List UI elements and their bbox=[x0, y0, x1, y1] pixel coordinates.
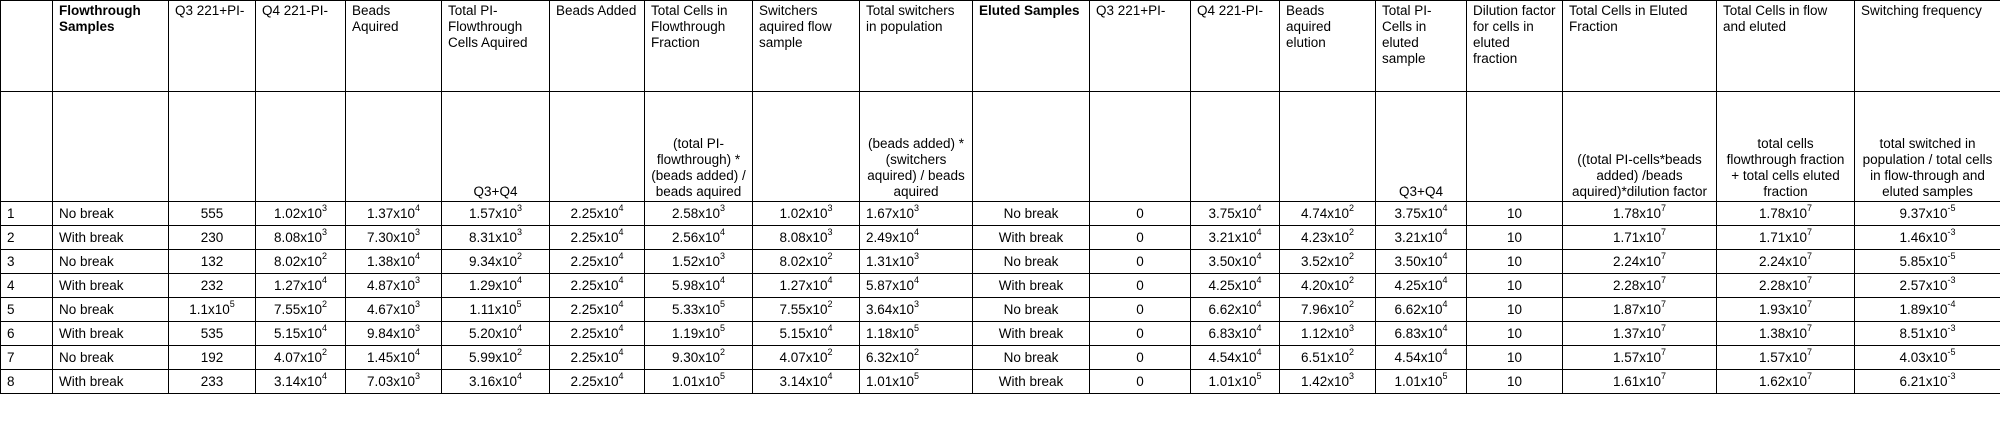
table-cell: $1.01x10^5$ bbox=[860, 370, 973, 394]
table-cell: 6 bbox=[1, 322, 53, 346]
table-row bbox=[1, 274, 2000, 298]
header-row-cell: Total Cells in Eluted Fraction bbox=[1563, 1, 1717, 92]
table-cell: With break bbox=[53, 226, 169, 250]
table-cell: $2.25x10^4$ bbox=[550, 250, 645, 274]
header-row-cell: Eluted Samples bbox=[973, 1, 1090, 92]
header-row-cell: Dilution factor for cells in eluted fraction bbox=[1467, 1, 1563, 92]
table-cell: No break bbox=[53, 202, 169, 226]
table-cell: With break bbox=[973, 322, 1090, 346]
table-cell: $4.25x10^4$ bbox=[1376, 274, 1467, 298]
table-cell: $7.03x10^3$ bbox=[346, 370, 442, 394]
table-cell: $1.29x10^4$ bbox=[442, 274, 550, 298]
table-cell: 232 bbox=[169, 274, 256, 298]
table-cell: $1.62x10^7$ bbox=[1717, 370, 1855, 394]
table-cell: $1.01x10^5$ bbox=[1191, 370, 1280, 394]
header-row-cell: Switching frequency bbox=[1855, 1, 2000, 92]
table-cell: 0 bbox=[1090, 322, 1191, 346]
table-cell: $3.75x10^4$ bbox=[1376, 202, 1467, 226]
table-cell: $3.50x10^4$ bbox=[1376, 250, 1467, 274]
table-cell: 10 bbox=[1467, 202, 1563, 226]
table-cell: $8.08x10^3$ bbox=[753, 226, 860, 250]
table-cell: 5 bbox=[1, 298, 53, 322]
table-cell: With break bbox=[53, 274, 169, 298]
table-cell: $4.23x10^2$ bbox=[1280, 226, 1376, 250]
table-cell: $2.56x10^4$ bbox=[645, 226, 753, 250]
table-cell: $1.02x10^3$ bbox=[753, 202, 860, 226]
table-cell: $1.27x10^4$ bbox=[753, 274, 860, 298]
table-cell: $9.30x10^2$ bbox=[645, 346, 753, 370]
formula-row-cell bbox=[1191, 92, 1280, 202]
table-cell: $1.57x10^3$ bbox=[442, 202, 550, 226]
table-cell: 4 bbox=[1, 274, 53, 298]
table-cell: $5.20x10^4$ bbox=[442, 322, 550, 346]
table-cell: $3.50x10^4$ bbox=[1191, 250, 1280, 274]
table-cell: 10 bbox=[1467, 274, 1563, 298]
table-cell: $4.54x10^4$ bbox=[1191, 346, 1280, 370]
table-cell: $1.02x10^3$ bbox=[256, 202, 346, 226]
table-cell: 3 bbox=[1, 250, 53, 274]
table-cell: $1.01x10^5$ bbox=[1376, 370, 1467, 394]
table-cell: $7.55x10^2$ bbox=[753, 298, 860, 322]
table-cell: $3.64x10^3$ bbox=[860, 298, 973, 322]
formula-row-cell bbox=[1467, 92, 1563, 202]
table-cell: $1.01x10^5$ bbox=[645, 370, 753, 394]
table-cell: 233 bbox=[169, 370, 256, 394]
table-row bbox=[1, 346, 2000, 370]
header-row-cell: Beads aquired elution bbox=[1280, 1, 1376, 92]
table-row bbox=[1, 322, 2000, 346]
table-cell: $4.25x10^4$ bbox=[1191, 274, 1280, 298]
table-cell: $7.96x10^2$ bbox=[1280, 298, 1376, 322]
table-cell: $1.1x10^5$ bbox=[169, 298, 256, 322]
table-cell: $3.21x10^4$ bbox=[1191, 226, 1280, 250]
formula-row-cell bbox=[1, 92, 53, 202]
table-cell: $4.87x10^3$ bbox=[346, 274, 442, 298]
table-cell: $1.37x10^7$ bbox=[1563, 322, 1717, 346]
table-cell: 10 bbox=[1467, 346, 1563, 370]
table-cell: $9.84x10^3$ bbox=[346, 322, 442, 346]
header-row-cell: Total PI- Flowthrough Cells Aquired bbox=[442, 1, 550, 92]
table-cell: 132 bbox=[169, 250, 256, 274]
table-cell: $6.83x10^4$ bbox=[1376, 322, 1467, 346]
table-cell: $1.71x10^7$ bbox=[1563, 226, 1717, 250]
table-cell: $1.93x10^7$ bbox=[1717, 298, 1855, 322]
table-cell: $7.30x10^3$ bbox=[346, 226, 442, 250]
table-cell: $6.32x10^2$ bbox=[860, 346, 973, 370]
table-cell: $1.38x10^4$ bbox=[346, 250, 442, 274]
table-cell: 0 bbox=[1090, 250, 1191, 274]
formula-row-cell: total switched in population / total cells in flow-through and eluted samples bbox=[1855, 92, 2000, 202]
table-row bbox=[1, 370, 2000, 394]
table-cell: With break bbox=[53, 322, 169, 346]
table-cell: No break bbox=[973, 346, 1090, 370]
table-cell: $2.25x10^4$ bbox=[550, 298, 645, 322]
table-cell: 8 bbox=[1, 370, 53, 394]
table-cell: $1.89x10^{-4}$ bbox=[1855, 298, 2000, 322]
table-cell: $6.83x10^4$ bbox=[1191, 322, 1280, 346]
table-cell: $5.98x10^4$ bbox=[645, 274, 753, 298]
table-cell: 1 bbox=[1, 202, 53, 226]
header-row-cell: Flowthrough Samples bbox=[53, 1, 169, 92]
table-cell: $4.07x10^2$ bbox=[753, 346, 860, 370]
table-cell: 0 bbox=[1090, 370, 1191, 394]
table-cell: $2.25x10^4$ bbox=[550, 226, 645, 250]
table-cell: $4.03x10^{-5}$ bbox=[1855, 346, 2000, 370]
table-cell: With break bbox=[973, 274, 1090, 298]
table-cell: $2.25x10^4$ bbox=[550, 274, 645, 298]
table-cell: $1.57x10^7$ bbox=[1717, 346, 1855, 370]
table-cell: 0 bbox=[1090, 298, 1191, 322]
table-cell: $1.27x10^4$ bbox=[256, 274, 346, 298]
table-cell: $4.67x10^3$ bbox=[346, 298, 442, 322]
table-cell: $1.18x10^5$ bbox=[860, 322, 973, 346]
table-cell: $1.11x10^5$ bbox=[442, 298, 550, 322]
table-cell: $1.31x10^3$ bbox=[860, 250, 973, 274]
table-cell: $1.87x10^7$ bbox=[1563, 298, 1717, 322]
table-cell: $3.14x10^4$ bbox=[256, 370, 346, 394]
table-cell: $8.08x10^3$ bbox=[256, 226, 346, 250]
table-row bbox=[1, 226, 2000, 250]
table-cell: $4.54x10^4$ bbox=[1376, 346, 1467, 370]
table-cell: $1.61x10^7$ bbox=[1563, 370, 1717, 394]
table-cell: $3.14x10^4$ bbox=[753, 370, 860, 394]
table-cell: $1.57x10^7$ bbox=[1563, 346, 1717, 370]
formula-row-cell: total cells flowthrough fraction + total cells eluted fraction bbox=[1717, 92, 1855, 202]
table-cell: 10 bbox=[1467, 298, 1563, 322]
table-cell: $1.71x10^7$ bbox=[1717, 226, 1855, 250]
table-row bbox=[1, 298, 2000, 322]
table-cell: $5.99x10^2$ bbox=[442, 346, 550, 370]
table-cell: $2.25x10^4$ bbox=[550, 202, 645, 226]
table-cell: $2.57x10^{-3}$ bbox=[1855, 274, 2000, 298]
table-cell: 10 bbox=[1467, 370, 1563, 394]
table-cell: $5.15x10^4$ bbox=[256, 322, 346, 346]
table-cell: 535 bbox=[169, 322, 256, 346]
table-cell: $1.67x10^3$ bbox=[860, 202, 973, 226]
formula-row-cell bbox=[53, 92, 169, 202]
formula-row-cell: Q3+Q4 bbox=[1376, 92, 1467, 202]
table-cell: 0 bbox=[1090, 226, 1191, 250]
table-cell: 7 bbox=[1, 346, 53, 370]
table-cell: 0 bbox=[1090, 202, 1191, 226]
formula-row-cell bbox=[169, 92, 256, 202]
table-cell: $3.16x10^4$ bbox=[442, 370, 550, 394]
table-cell: No break bbox=[973, 250, 1090, 274]
table-cell: $2.24x10^7$ bbox=[1717, 250, 1855, 274]
table-cell: With break bbox=[973, 226, 1090, 250]
table-cell: $1.78x10^7$ bbox=[1717, 202, 1855, 226]
table-cell: $3.75x10^4$ bbox=[1191, 202, 1280, 226]
table-cell: $4.74x10^2$ bbox=[1280, 202, 1376, 226]
table-cell: $1.38x10^7$ bbox=[1717, 322, 1855, 346]
table-cell: $6.62x10^4$ bbox=[1191, 298, 1280, 322]
header-row-cell: Beads Aquired bbox=[346, 1, 442, 92]
table-cell: $1.78x10^7$ bbox=[1563, 202, 1717, 226]
header-row-cell bbox=[1, 1, 53, 92]
table-cell: With break bbox=[973, 370, 1090, 394]
table-cell: $1.46x10^{-3}$ bbox=[1855, 226, 2000, 250]
table-cell: $4.20x10^2$ bbox=[1280, 274, 1376, 298]
table-cell: $8.02x10^2$ bbox=[256, 250, 346, 274]
table-cell: 555 bbox=[169, 202, 256, 226]
formula-row-cell: (beads added) * (switchers aquired) / beads aquired bbox=[860, 92, 973, 202]
table-cell: $3.21x10^4$ bbox=[1376, 226, 1467, 250]
table-cell: $9.37x10^{-5}$ bbox=[1855, 202, 2000, 226]
table-cell: No break bbox=[973, 202, 1090, 226]
header-row-cell: Q3 221+PI- bbox=[169, 1, 256, 92]
table-cell: $2.28x10^7$ bbox=[1563, 274, 1717, 298]
table-cell: 10 bbox=[1467, 226, 1563, 250]
formula-row-cell bbox=[973, 92, 1090, 202]
formula-row-cell bbox=[753, 92, 860, 202]
formula-row-cell: ((total PI-cells*beads added) /beads aquired)*dilution factor bbox=[1563, 92, 1717, 202]
header-row-cell: Total Cells in flow and eluted bbox=[1717, 1, 1855, 92]
table-cell: $1.12x10^3$ bbox=[1280, 322, 1376, 346]
table-cell: $2.25x10^4$ bbox=[550, 370, 645, 394]
table-cell: $8.02x10^2$ bbox=[753, 250, 860, 274]
header-row-cell: Total PI- Cells in eluted sample bbox=[1376, 1, 1467, 92]
table-cell: $2.24x10^7$ bbox=[1563, 250, 1717, 274]
table-cell: $7.55x10^2$ bbox=[256, 298, 346, 322]
table-cell: $4.07x10^2$ bbox=[256, 346, 346, 370]
table-cell: No break bbox=[53, 346, 169, 370]
header-row-cell: Beads Added bbox=[550, 1, 645, 92]
table-cell: 2 bbox=[1, 226, 53, 250]
table-row bbox=[1, 202, 2000, 226]
table-cell: $2.25x10^4$ bbox=[550, 346, 645, 370]
formula-row-cell bbox=[1280, 92, 1376, 202]
table-cell: $1.42x10^3$ bbox=[1280, 370, 1376, 394]
table-cell: $2.49x10^4$ bbox=[860, 226, 973, 250]
header-row bbox=[1, 1, 2000, 92]
table-cell: $8.31x10^3$ bbox=[442, 226, 550, 250]
table-cell: $1.52x10^3$ bbox=[645, 250, 753, 274]
header-row-cell: Switchers aquired flow sample bbox=[753, 1, 860, 92]
header-row-cell: Q4 221-PI- bbox=[256, 1, 346, 92]
table-cell: 10 bbox=[1467, 250, 1563, 274]
table-cell: $6.21x10^{-3}$ bbox=[1855, 370, 2000, 394]
formula-row-cell bbox=[256, 92, 346, 202]
formula-row-cell bbox=[346, 92, 442, 202]
table-cell: 192 bbox=[169, 346, 256, 370]
table-cell: No break bbox=[53, 250, 169, 274]
table-cell: 10 bbox=[1467, 322, 1563, 346]
table-cell: $1.45x10^4$ bbox=[346, 346, 442, 370]
table-cell: $5.33x10^5$ bbox=[645, 298, 753, 322]
header-row-cell: Total switchers in population bbox=[860, 1, 973, 92]
table-cell: $1.37x10^4$ bbox=[346, 202, 442, 226]
table-cell: No break bbox=[53, 298, 169, 322]
table-cell: $9.34x10^2$ bbox=[442, 250, 550, 274]
header-row-cell: Q4 221-PI- bbox=[1191, 1, 1280, 92]
formula-row-cell bbox=[550, 92, 645, 202]
table-row bbox=[1, 250, 2000, 274]
table-cell: $2.25x10^4$ bbox=[550, 322, 645, 346]
formula-row bbox=[1, 92, 2000, 202]
table-cell: $5.87x10^4$ bbox=[860, 274, 973, 298]
table-cell: 230 bbox=[169, 226, 256, 250]
formula-row-cell bbox=[1090, 92, 1191, 202]
formula-row-cell: (total PI-flowthrough) * (beads added) / beads aquired bbox=[645, 92, 753, 202]
formula-row-cell: Q3+Q4 bbox=[442, 92, 550, 202]
table-cell: $6.51x10^2$ bbox=[1280, 346, 1376, 370]
table-cell: $5.85x10^{-5}$ bbox=[1855, 250, 2000, 274]
table-cell: $2.28x10^7$ bbox=[1717, 274, 1855, 298]
table-cell: $8.51x10^{-3}$ bbox=[1855, 322, 2000, 346]
table-cell: $3.52x10^2$ bbox=[1280, 250, 1376, 274]
table-cell: 0 bbox=[1090, 274, 1191, 298]
table-cell: $1.19x10^5$ bbox=[645, 322, 753, 346]
table-cell: 0 bbox=[1090, 346, 1191, 370]
table-cell: $2.58x10^3$ bbox=[645, 202, 753, 226]
table-cell: $6.62x10^4$ bbox=[1376, 298, 1467, 322]
table-cell: No break bbox=[973, 298, 1090, 322]
table-cell: $5.15x10^4$ bbox=[753, 322, 860, 346]
header-row-cell: Total Cells in Flowthrough Fraction bbox=[645, 1, 753, 92]
header-row-cell: Q3 221+PI- bbox=[1090, 1, 1191, 92]
table-cell: With break bbox=[53, 370, 169, 394]
